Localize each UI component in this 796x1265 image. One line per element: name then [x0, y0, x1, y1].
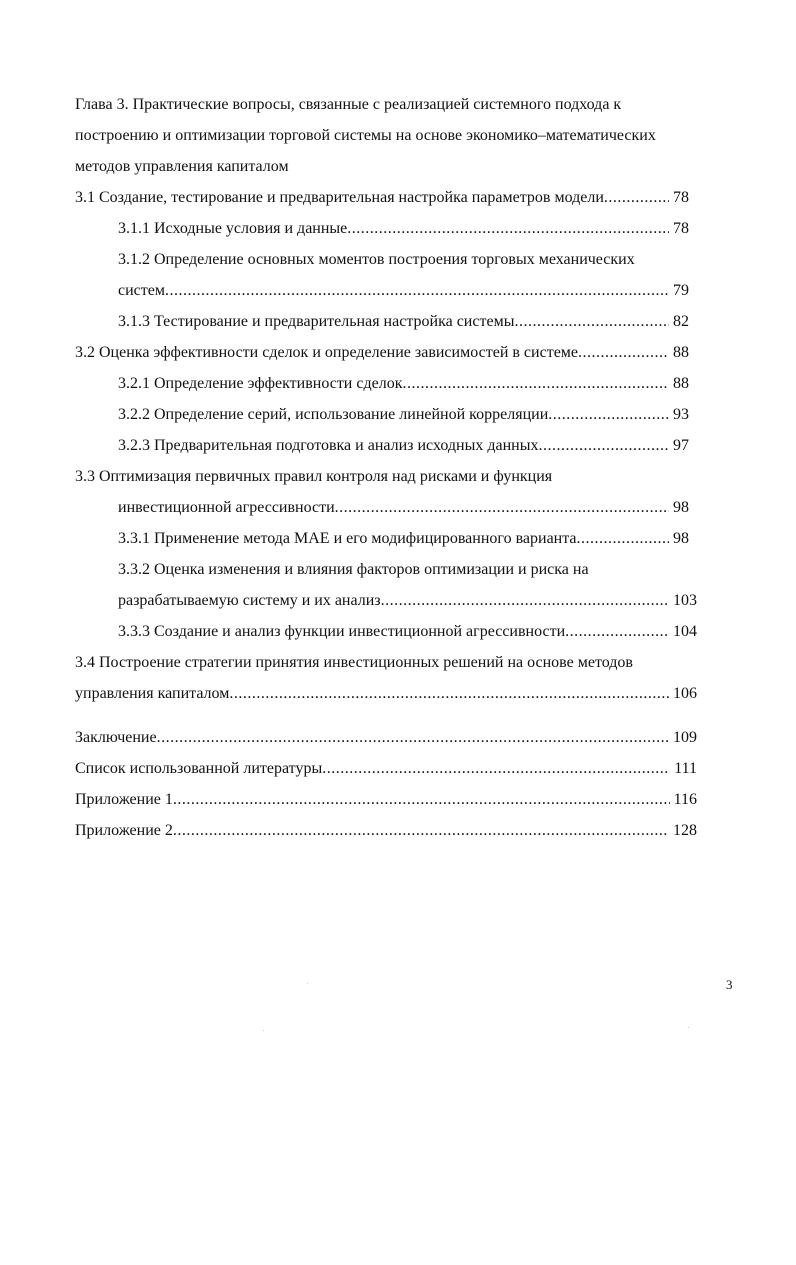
toc-entry-page: 111	[674, 760, 697, 777]
toc-entry-3-4	[75, 683, 697, 705]
toc-entry-page: 79	[673, 282, 689, 299]
toc-entry-title: 3.2.1 Определение эффективности сделок .....	[118, 373, 669, 395]
toc-entry-3-3-2-line-1: 3.3.2 Оценка изменения и влияния факторов оптимизации и риска на	[118, 561, 589, 578]
toc-entry-title: 3.2 Оценка эффективности сделок и определение зависимостей в системе .....	[75, 342, 669, 364]
scan-speck	[688, 1027, 689, 1028]
toc-entry-page: 78	[673, 189, 689, 206]
toc-entry-3-3	[118, 497, 689, 519]
chapter-title-line-3: методов управления капиталом	[75, 158, 289, 175]
toc-entry-title: 3.2.3 Предварительная подготовка и анализ исходных данных .....	[118, 435, 669, 457]
toc-entry-3-1-3	[118, 311, 689, 333]
toc-entry-page: 109	[673, 729, 697, 746]
chapter-title-line-1: Глава 3. Практические вопросы, связанные с реализацией системного подхода к	[75, 96, 622, 113]
page-number: 3	[726, 977, 733, 992]
toc-entry-3-2-2	[118, 404, 689, 426]
toc-entry-3-2	[75, 342, 689, 364]
toc-entry-conclusion	[75, 727, 697, 749]
toc-entry-title: инвестиционной агрессивности .....	[118, 497, 669, 519]
toc-entry-page: 88	[673, 375, 689, 392]
toc-entry-page: 104	[673, 623, 697, 640]
scan-speck	[307, 983, 308, 984]
toc-entry-appendix-2	[75, 820, 697, 842]
toc-entry-3-2-1	[118, 373, 689, 395]
toc-entry-3-1-2	[118, 280, 689, 302]
chapter-title-line-2: построению и оптимизации торговой системы на основе экономико–математических	[75, 127, 656, 144]
toc-entry-appendix-1	[75, 789, 697, 811]
toc-entry-page: 98	[673, 499, 689, 516]
toc-entry-title: систем .....	[118, 280, 669, 302]
toc-entry-page: 116	[673, 791, 697, 808]
toc-entry-3-4-line-1: 3.4 Построение стратегии принятия инвестиционных решений на основе методов	[75, 654, 633, 671]
toc-entry-title: Приложение 1 .....	[75, 789, 670, 811]
toc-entry-page: 98	[673, 530, 689, 547]
toc-entry-page: 93	[673, 406, 689, 423]
toc-entry-3-1-2-line-1: 3.1.2 Определение основных моментов построения торговых механических	[118, 251, 635, 268]
toc-entry-literature	[75, 758, 697, 780]
toc-entry-3-1-1	[118, 218, 689, 240]
toc-entry-title: разрабатываемую систему и их анализ .....	[118, 590, 669, 612]
toc-entry-page: 97	[673, 437, 689, 454]
toc-entry-3-3-2	[118, 590, 697, 612]
toc-entry-title: 3.1.1 Исходные условия и данные .....	[118, 218, 669, 240]
toc-entry-title: управления капиталом .....	[75, 683, 669, 705]
toc-entry-title: 3.1 Создание, тестирование и предварительная настройка параметров модели .....	[75, 187, 669, 209]
toc-entry-3-3-line-1: 3.3 Оптимизация первичных правил контроля над рисками и функция	[75, 468, 553, 485]
toc-entry-title: 3.2.2 Определение серий, использование линейной корреляции .....	[118, 404, 669, 426]
toc-entry-title: 3.3.1 Применение метода МАЕ и его модифицированного варианта .....	[118, 528, 669, 550]
toc-entry-title: Список использованной литературы .....	[75, 758, 670, 780]
toc-entry-3-3-1	[118, 528, 689, 550]
toc-entry-title: Заключение .....	[75, 727, 669, 749]
toc-entry-3-3-3	[118, 621, 697, 643]
toc-entry-page: 82	[673, 313, 689, 330]
toc-entry-page: 88	[673, 344, 689, 361]
toc-entry-title: Приложение 2 .....	[75, 820, 669, 842]
scan-speck	[263, 1030, 264, 1031]
toc-entry-page: 128	[673, 822, 697, 839]
toc-entry-title: 3.3.3 Создание и анализ функции инвестиционной агрессивности .....	[118, 621, 669, 643]
toc-entry-3-1	[75, 187, 689, 209]
toc-entry-page: 103	[673, 592, 697, 609]
toc-entry-3-2-3	[118, 435, 689, 457]
toc-entry-page: 78	[673, 220, 689, 237]
toc-entry-title: 3.1.3 Тестирование и предварительная настройка системы .....	[118, 311, 669, 333]
toc-entry-page: 106	[673, 685, 697, 702]
